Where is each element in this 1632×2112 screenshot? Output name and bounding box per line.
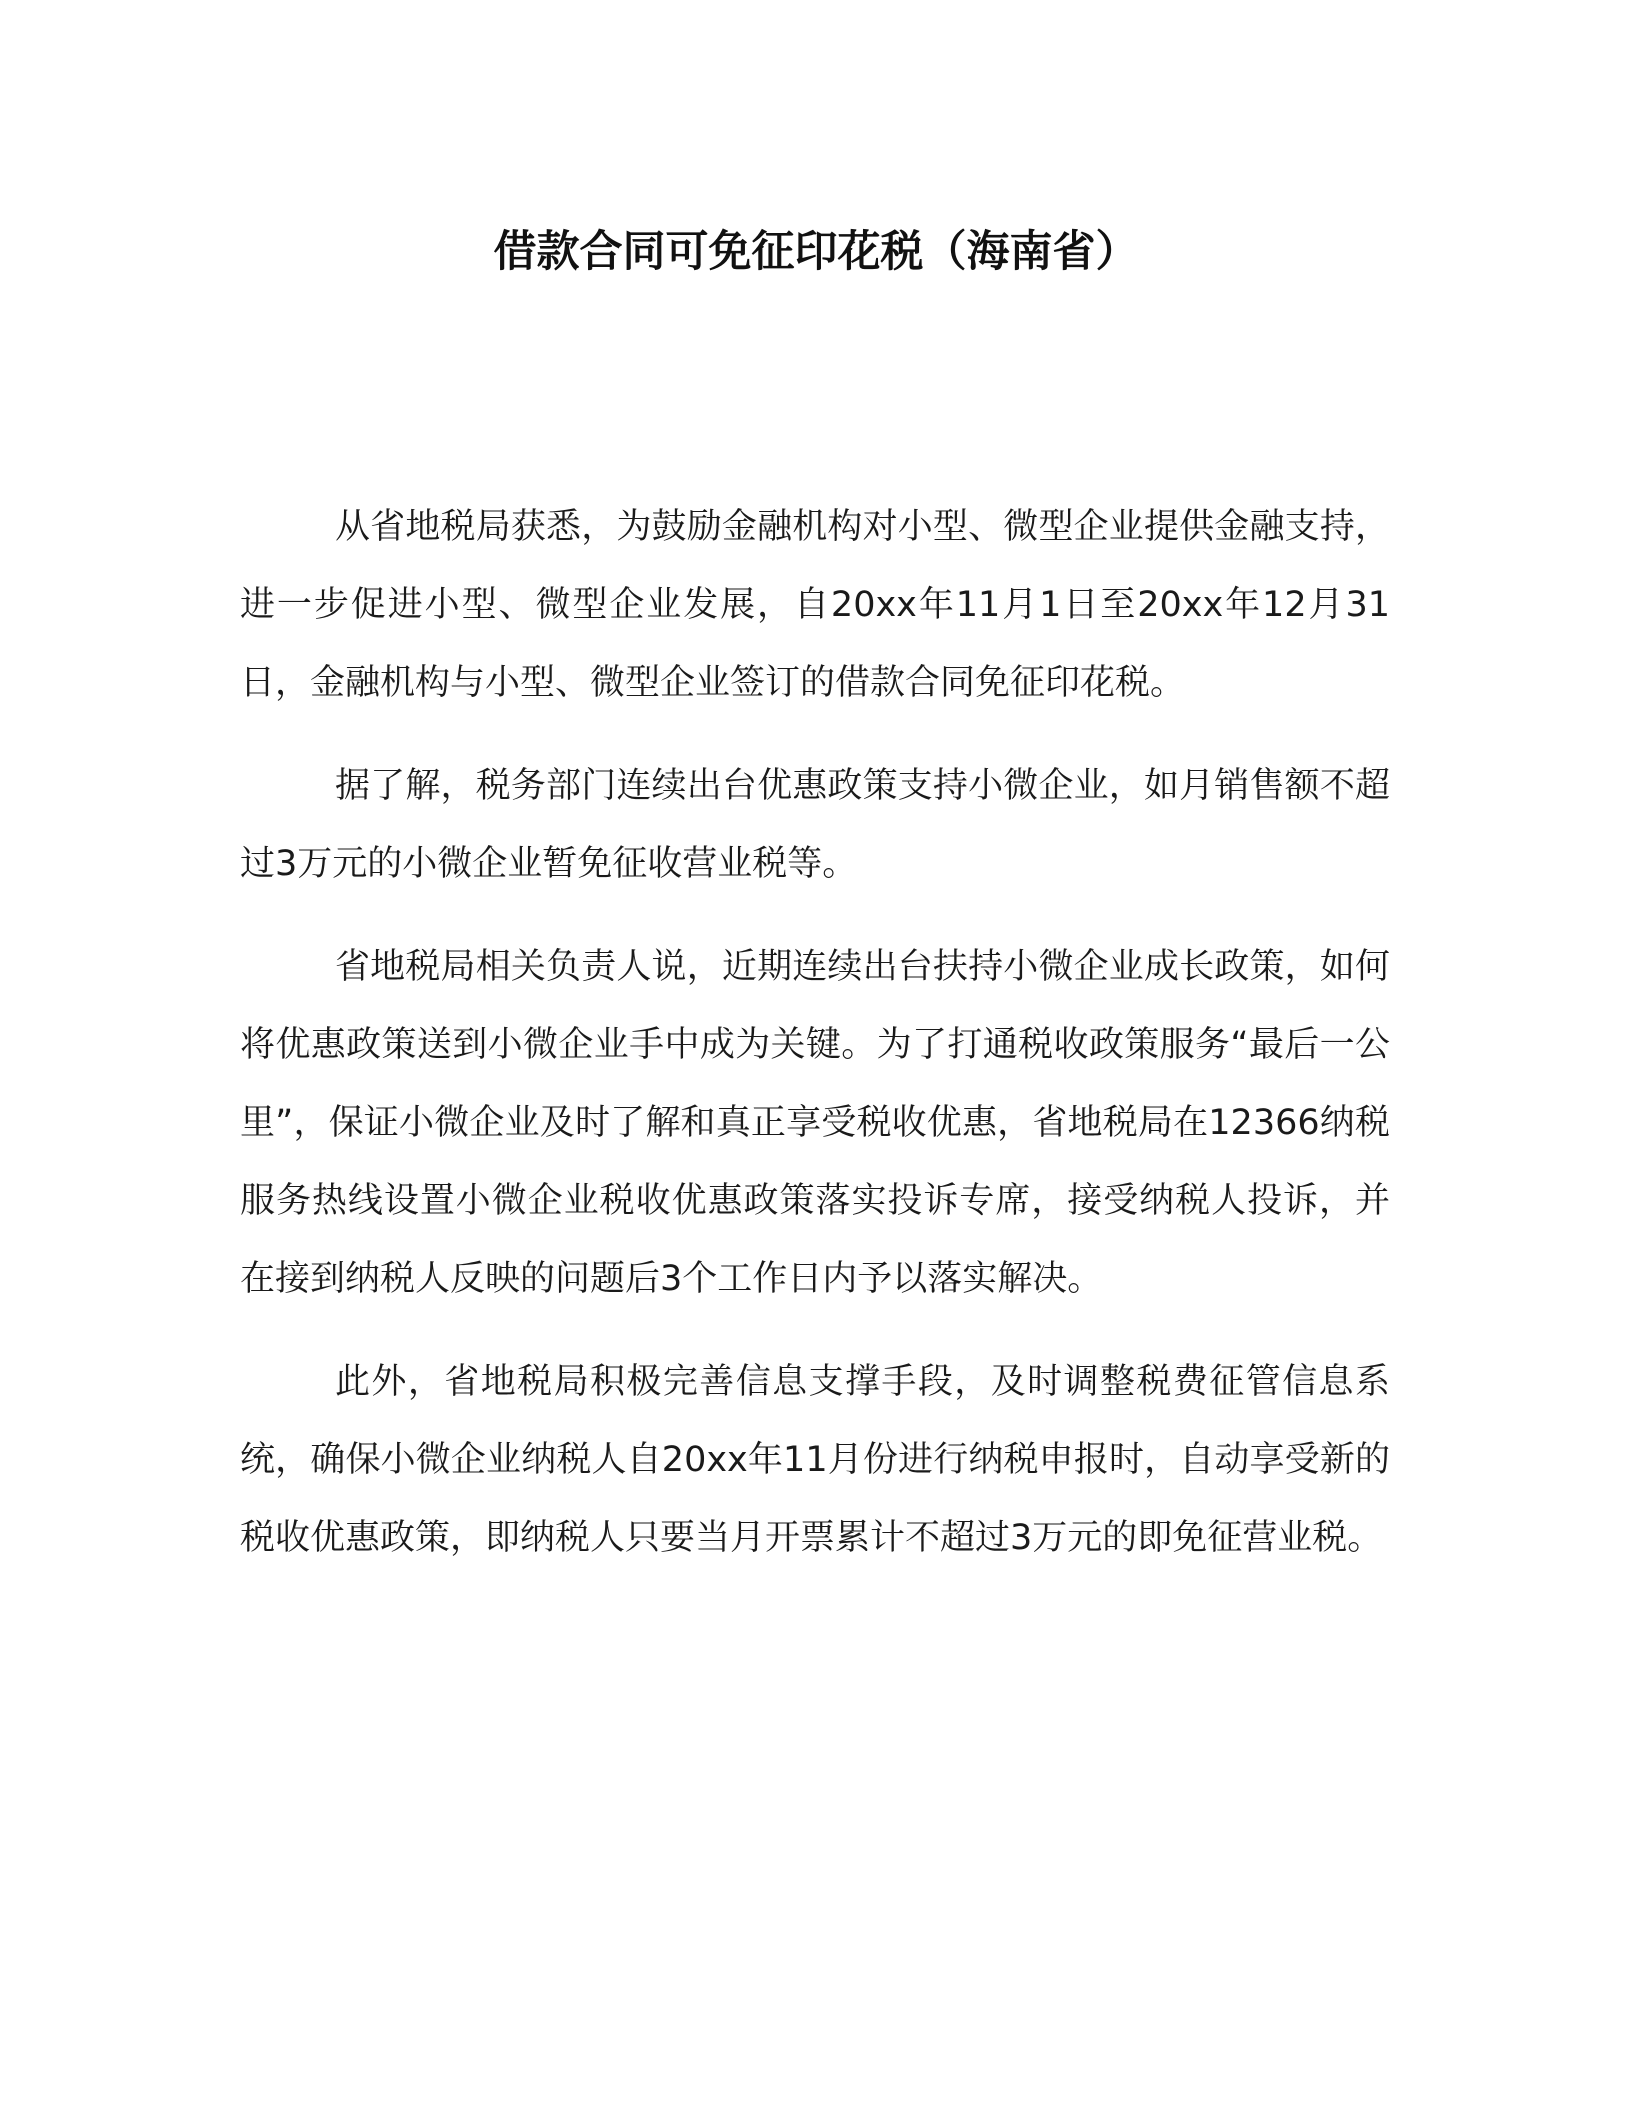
paragraph-1: 从省地税局获悉，为鼓励金融机构对小型、微型企业提供金融支持，进一步促进小型、微型企业发展，自20xx年11月1日至20xx年12月31日，金融机构与小型、微型企业签订的借款合同免征印花税。	[240, 507, 1390, 703]
paragraph-3: 省地税局相关负责人说，近期连续出台扶持小微企业成长政策，如何将优惠政策送到小微企业手中成为关键。为了打通税收政策服务“最后一公里”，保证小微企业及时了解和真正享受税收优惠，省地税局在12366纳税服务热线设置小微企业税收优惠政策落实投诉专席，接受纳税人投诉，并在接到纳税人反映的问题后3个工作日内予以落实解决。	[240, 947, 1390, 1299]
paragraph-2: 据了解，税务部门连续出台优惠政策支持小微企业，如月销售额不超过3万元的小微企业暂免征收营业税等。	[240, 766, 1390, 884]
document-title: 借款合同可免征印花税（海南省）	[493, 227, 1139, 277]
paragraph-4: 此外，省地税局积极完善信息支撑手段，及时调整税费征管信息系统，确保小微企业纳税人自20xx年11月份进行纳税申报时，自动享受新的税收优惠政策，即纳税人只要当月开票累计不超过3万元的即免征营业税。	[240, 1362, 1390, 1558]
document-body	[240, 488, 1390, 1602]
